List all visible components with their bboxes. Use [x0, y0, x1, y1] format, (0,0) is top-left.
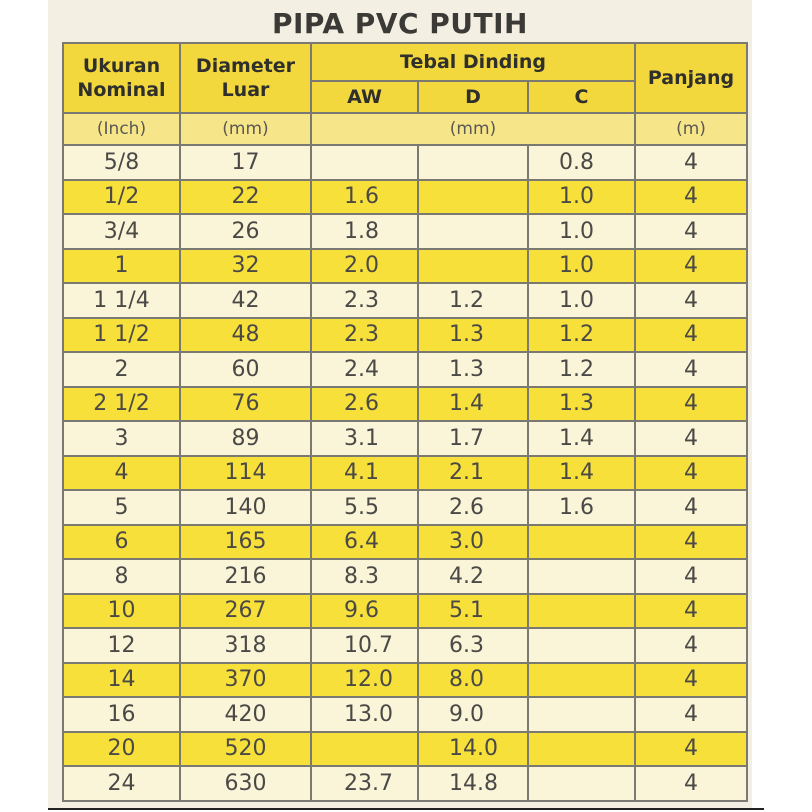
cell-nominal: 14 — [63, 663, 180, 698]
cell-aw: 12.0 — [311, 663, 418, 698]
cell-d — [418, 180, 528, 215]
cell-c: 0.8 — [528, 145, 635, 180]
cell-panjang: 4 — [635, 697, 747, 732]
cell-c — [528, 628, 635, 663]
cell-aw: 2.4 — [311, 352, 418, 387]
cell-diameter: 48 — [180, 318, 311, 353]
cell-nominal: 1/2 — [63, 180, 180, 215]
cell-aw: 9.6 — [311, 594, 418, 629]
cell-d: 2.6 — [418, 490, 528, 525]
cell-c: 1.4 — [528, 456, 635, 491]
cell-d — [418, 249, 528, 284]
cell-c: 1.0 — [528, 214, 635, 249]
table-row — [63, 766, 747, 801]
cell-c: 1.0 — [528, 180, 635, 215]
bottom-divider — [48, 808, 764, 810]
cell-nominal: 24 — [63, 766, 180, 801]
cell-nominal: 4 — [63, 456, 180, 491]
cell-panjang: 4 — [635, 318, 747, 353]
cell-aw: 3.1 — [311, 421, 418, 456]
header-diameter-line2: Luar — [221, 79, 270, 101]
cell-d: 6.3 — [418, 628, 528, 663]
cell-panjang: 4 — [635, 214, 747, 249]
cell-d: 5.1 — [418, 594, 528, 629]
cell-panjang: 4 — [635, 456, 747, 491]
cell-d: 9.0 — [418, 697, 528, 732]
cell-panjang: 4 — [635, 490, 747, 525]
header-c: C — [528, 81, 635, 113]
cell-diameter: 89 — [180, 421, 311, 456]
table-row — [63, 421, 747, 456]
header-ukuran-line2: Nominal — [77, 79, 166, 101]
cell-aw: 1.8 — [311, 214, 418, 249]
cell-diameter: 216 — [180, 559, 311, 594]
table-row — [63, 456, 747, 491]
cell-d: 1.3 — [418, 318, 528, 353]
cell-diameter: 630 — [180, 766, 311, 801]
table-row — [63, 145, 747, 180]
table-row — [63, 214, 747, 249]
cell-aw: 2.3 — [311, 318, 418, 353]
cell-d: 1.2 — [418, 283, 528, 318]
cell-aw: 2.0 — [311, 249, 418, 284]
cell-aw: 4.1 — [311, 456, 418, 491]
cell-c: 1.6 — [528, 490, 635, 525]
cell-d: 14.8 — [418, 766, 528, 801]
cell-nominal: 1 — [63, 249, 180, 284]
cell-nominal: 1 1/2 — [63, 318, 180, 353]
cell-c — [528, 594, 635, 629]
cell-panjang: 4 — [635, 249, 747, 284]
cell-aw: 8.3 — [311, 559, 418, 594]
cell-diameter: 140 — [180, 490, 311, 525]
cell-nominal: 20 — [63, 732, 180, 767]
table-row — [63, 559, 747, 594]
cell-aw: 2.6 — [311, 387, 418, 422]
cell-panjang: 4 — [635, 387, 747, 422]
cell-panjang: 4 — [635, 663, 747, 698]
unit-panjang: (m) — [635, 113, 747, 145]
cell-aw: 23.7 — [311, 766, 418, 801]
cell-aw: 2.3 — [311, 283, 418, 318]
cell-c — [528, 697, 635, 732]
table-row — [63, 387, 747, 422]
cell-panjang: 4 — [635, 766, 747, 801]
table-row — [63, 594, 747, 629]
cell-d: 3.0 — [418, 525, 528, 560]
cell-d: 14.0 — [418, 732, 528, 767]
table-row — [63, 732, 747, 767]
table-row — [63, 180, 747, 215]
table-row — [63, 249, 747, 284]
table-row — [63, 318, 747, 353]
cell-nominal: 2 — [63, 352, 180, 387]
cell-aw — [311, 732, 418, 767]
cell-nominal: 5/8 — [63, 145, 180, 180]
cell-panjang: 4 — [635, 145, 747, 180]
table-row — [63, 663, 747, 698]
cell-c: 1.2 — [528, 352, 635, 387]
cell-nominal: 1 1/4 — [63, 283, 180, 318]
cell-nominal: 16 — [63, 697, 180, 732]
cell-diameter: 370 — [180, 663, 311, 698]
cell-panjang: 4 — [635, 628, 747, 663]
unit-tebal: (mm) — [311, 113, 635, 145]
cell-diameter: 32 — [180, 249, 311, 284]
cell-d: 4.2 — [418, 559, 528, 594]
cell-nominal: 3 — [63, 421, 180, 456]
cell-d: 1.4 — [418, 387, 528, 422]
header-d: D — [418, 81, 528, 113]
cell-diameter: 17 — [180, 145, 311, 180]
cell-c: 1.4 — [528, 421, 635, 456]
pipe-spec-sheet — [48, 0, 752, 810]
cell-diameter: 42 — [180, 283, 311, 318]
cell-c: 1.3 — [528, 387, 635, 422]
cell-nominal: 12 — [63, 628, 180, 663]
cell-nominal: 3/4 — [63, 214, 180, 249]
page-title: PIPA PVC PUTIH — [271, 7, 528, 40]
cell-nominal: 6 — [63, 525, 180, 560]
header-tebal-dinding: Tebal Dinding — [311, 43, 635, 81]
cell-aw: 13.0 — [311, 697, 418, 732]
pipe-spec-table — [62, 42, 748, 802]
table-body — [63, 145, 747, 801]
unit-diameter: (mm) — [180, 113, 311, 145]
cell-c — [528, 766, 635, 801]
cell-c: 1.2 — [528, 318, 635, 353]
cell-nominal: 5 — [63, 490, 180, 525]
cell-diameter: 165 — [180, 525, 311, 560]
header-ukuran-line1: Ukuran — [82, 55, 161, 77]
cell-aw — [311, 145, 418, 180]
header-diameter-line1: Diameter — [195, 55, 296, 77]
cell-c — [528, 559, 635, 594]
cell-c — [528, 732, 635, 767]
table-row — [63, 697, 747, 732]
cell-nominal: 8 — [63, 559, 180, 594]
cell-diameter: 318 — [180, 628, 311, 663]
cell-aw: 5.5 — [311, 490, 418, 525]
cell-diameter: 267 — [180, 594, 311, 629]
table-row — [63, 525, 747, 560]
header-diameter-luar — [180, 43, 311, 113]
cell-diameter: 60 — [180, 352, 311, 387]
cell-d: 1.3 — [418, 352, 528, 387]
header-panjang: Panjang — [635, 43, 747, 113]
cell-nominal: 10 — [63, 594, 180, 629]
cell-d: 1.7 — [418, 421, 528, 456]
cell-panjang: 4 — [635, 732, 747, 767]
table-row — [63, 283, 747, 318]
cell-c — [528, 525, 635, 560]
table-row — [63, 352, 747, 387]
cell-d — [418, 145, 528, 180]
cell-aw: 1.6 — [311, 180, 418, 215]
cell-aw: 6.4 — [311, 525, 418, 560]
cell-panjang: 4 — [635, 421, 747, 456]
cell-diameter: 22 — [180, 180, 311, 215]
cell-panjang: 4 — [635, 525, 747, 560]
table-row — [63, 628, 747, 663]
header-aw: AW — [311, 81, 418, 113]
cell-d — [418, 214, 528, 249]
cell-diameter: 420 — [180, 697, 311, 732]
cell-d: 2.1 — [418, 456, 528, 491]
cell-diameter: 76 — [180, 387, 311, 422]
cell-nominal: 2 1/2 — [63, 387, 180, 422]
cell-panjang: 4 — [635, 283, 747, 318]
header-ukuran-nominal — [63, 43, 180, 113]
cell-diameter: 520 — [180, 732, 311, 767]
unit-ukuran: (Inch) — [63, 113, 180, 145]
cell-c — [528, 663, 635, 698]
cell-d: 8.0 — [418, 663, 528, 698]
cell-diameter: 26 — [180, 214, 311, 249]
cell-panjang: 4 — [635, 180, 747, 215]
cell-c: 1.0 — [528, 249, 635, 284]
cell-diameter: 114 — [180, 456, 311, 491]
cell-panjang: 4 — [635, 559, 747, 594]
cell-panjang: 4 — [635, 352, 747, 387]
cell-aw: 10.7 — [311, 628, 418, 663]
table-row — [63, 490, 747, 525]
cell-c: 1.0 — [528, 283, 635, 318]
cell-panjang: 4 — [635, 594, 747, 629]
